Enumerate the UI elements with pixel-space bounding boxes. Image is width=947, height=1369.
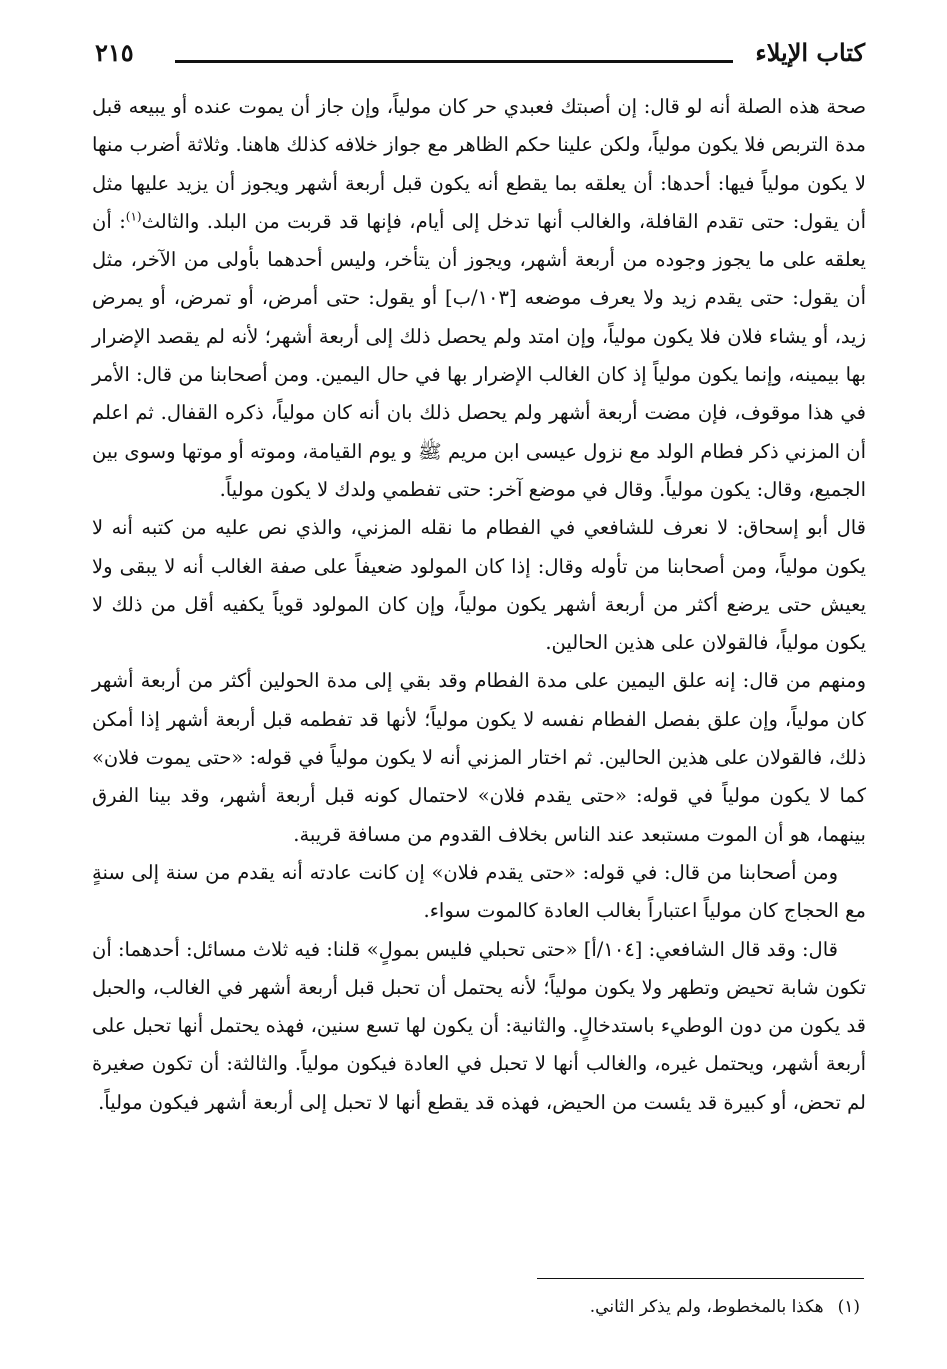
footnote-reference: (١): [125, 209, 142, 224]
footnote: [92, 1294, 860, 1320]
paragraph-5: قال: وقد قال الشافعي: [١٠٤/أ] «حتى تحبلي فليس بمولٍ» قلنا: فيه ثلاث مسائل: أحدهما: أن تكون شابة تحيض وتطهر ولا يكون مولياً؛ لأنه يحتمل أن تحبل قبل أربعة أشهر في الغالب، والحبل قد يكون من دون الوطيء باستدخالٍ. والثانية: أن يكون لها تسع سنين، فهذه يحتمل أنها تحبل على أربعة أشهر، ويحتمل غيره، والغالب أنها لا تحبل في العادة فيكون مولياً. والثالثة: أن تكون صغيرة لم تحض، أو كبيرة قد يئست من الحيض، فهذه قد يقطع أنها لا تحبل إلى أربعة أشهر فيكون مولياً.: [92, 937, 866, 1114]
paragraph-1-part-2: : أن يعلقه على ما يجوز وجوده من أربعة أشهر، ويجوز أن يتأخر، وليس أحدهما بأولى من الآخر، مثل أن يقول: حتى يقدم زيد ولا يعرف موضعه [١٠٣/ب] أو يقول: حتى أمرض، أو تمرض، أو يمرض زيد، أو يشاء فلان فلا يكون مولياً، وإن امتد ولم يحصل ذلك إلى أربعة أشهر؛ لأنه لم يقصد الإضرار بها بيمينه، وإنما يكون مولياً إذ كان الغالب الإضرار بها في حال اليمين. ومن أصحابنا من قال: الأمر في هذا موقوف، فإن مضت أربعة أشهر ولم يحصل ذلك بان أنه كان مولياً، ذكره القفال. ثم اعلم أن المزني ذكر فطام الولد مع نزول عيسى ابن مريم ﷺ و يوم القيامة، وموته أو موتها وسوى بين الجميع، وقال: يكون مولياً. وقال في موضع آخر: حتى تفطمي ولدك لا يكون مولياً.: [92, 209, 866, 501]
footnote-text: هكذا بالمخطوط، ولم يذكر الثاني.: [589, 1297, 824, 1317]
page-number: ٢١٥: [95, 38, 134, 67]
paragraph-4: ومن أصحابنا من قال: في قوله: «حتى يقدم فلان» إن كانت عادته أنه يقدم من سنة إلى سنةٍ مع الحجاج كان مولياً اعتباراً بغالب العادة كالموت سواء.: [92, 860, 866, 923]
page-header: [95, 38, 865, 78]
paragraph-2: قال أبو إسحاق: لا نعرف للشافعي في الفطام ما نقله المزني، والذي نص عليه من كتبه أنه لا يكون مولياً، ومن أصحابنا من تأوله وقال: إذا كان المولود ضعيفاً على صفة الغالب أنه لا يبقى ولا يعيش حتى يرضع أكثر من أربعة أشهر يكون مولياً، وإن كان المولود قوياً يكفيه أقل من ذلك لا يكون مولياً، فالقولان على هذين الحالين.: [92, 516, 866, 655]
paragraph-1-part-1: صحة هذه الصلة أنه لو قال: إن أصبتك فعبدي حر كان مولياً، وإن جاز أن يموت عنده أو يبيعه قبل مدة التربص فلا يكون مولياً، ولكن علينا حكم الظاهر مع جواز خلافه كذلك هاهنا. وثلاثة أضرب منها لا يكون مولياً فيها: أحدها: أن يعلقه بما يقطع أنه يكون قبل أربعة أشهر ويجوز أن يزيد عليها مثل أن يقول: حتى تقدم القافلة، والغالب أنها تدخل إلى أيام، فإنها قد قربت من البلد. والثالث: [92, 95, 866, 233]
header-rule: [175, 60, 733, 63]
paragraph-1: [92, 88, 866, 509]
book-title: كتاب الإيلاء: [755, 38, 865, 67]
main-text: [92, 88, 866, 1122]
footnote-divider: [537, 1278, 864, 1279]
footnote-number: (١): [837, 1297, 860, 1317]
paragraph-3: ومنهم من قال: إنه علق اليمين على مدة الفطام وقد بقي إلى مدة الحولين أكثر من أربعة أشهر كان مولياً، وإن علق بفصل الفطام نفسه لا يكون مولياً؛ لأنها قد تفطمه قبل أربعة أشهر إذا أمكن ذلك، فالقولان على هذين الحالين. ثم اختار المزني أنه لا يكون مولياً في قوله: «حتى يموت فلان» كما لا يكون مولياً في قوله: «حتى يقدم فلان» لاحتمال كونه قبل أربعة أشهر، وقد بينا الفرق بينهما، هو أن الموت مستبعد عند الناس بخلاف القدوم من مسافة قريبة.: [92, 669, 866, 846]
